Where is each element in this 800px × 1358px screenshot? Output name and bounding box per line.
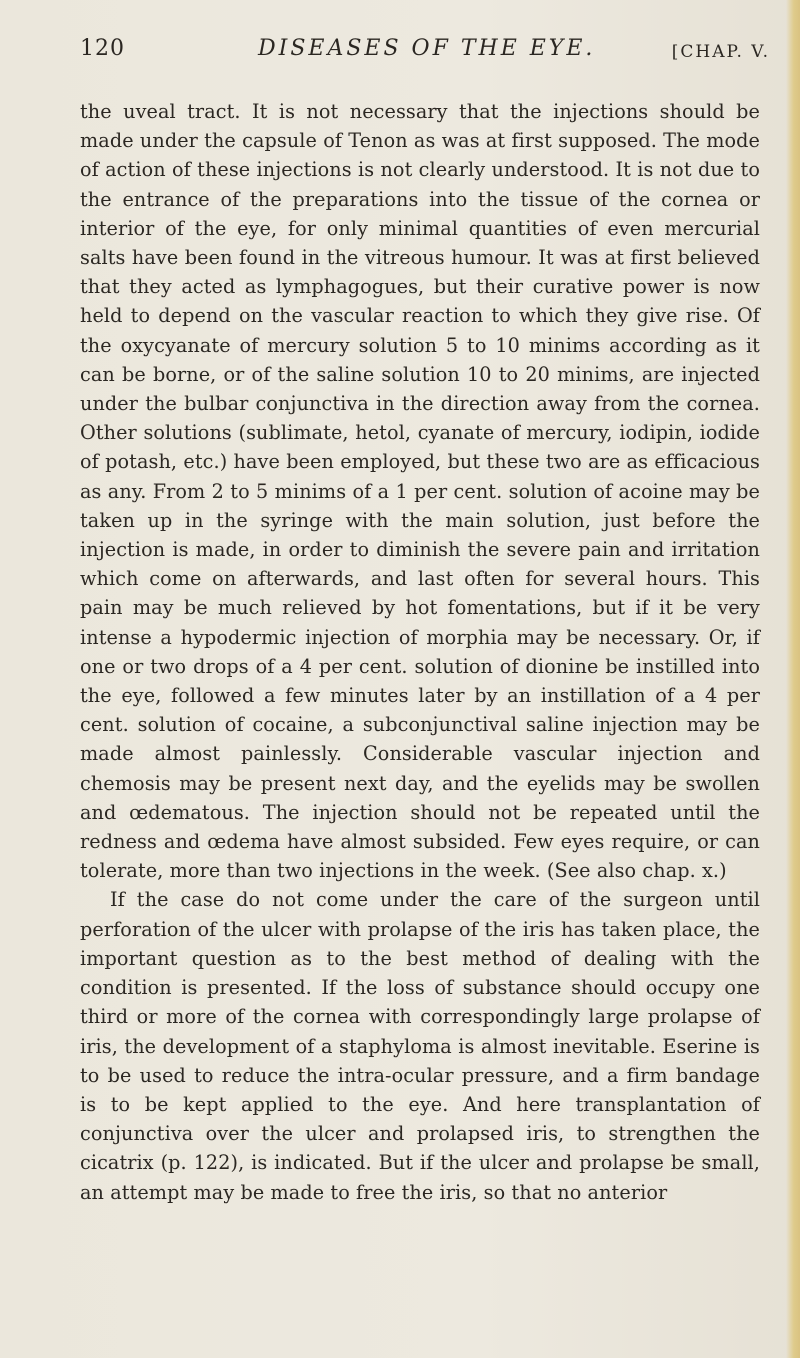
page-number: 120 bbox=[80, 36, 125, 61]
page-edge-shading bbox=[786, 0, 800, 1358]
chapter-mark: [CHAP. V. bbox=[671, 42, 770, 62]
running-title: DISEASES OF THE EYE. bbox=[258, 36, 596, 61]
paragraph-1: the uveal tract. It is not necessary that the injections should be made under the capsule of Tenon as was at first supposed. The mode of action of these injections is not clearly understood. It is not due to the entrance of the preparations into the tissue of the cornea or interior of the eye, for only minimal quantities of even mercurial salts have been found in the vitreous humour. It was at first believed that they acted as lymphagogues, but their curative power is now held to depend on the vascular reaction to which they give rise. Of the oxycyanate of mercury solution 5 to 10 minims according as it can be borne, or of the saline solution 10 to 20 minims, are injected under the bulbar conjunctiva in the direction away from the cornea. Other solutions (sublimate, hetol, cyanate of mercury, iodipin, iodide of potash, etc.) have been employed, but these two are as efficacious as any. From 2 to 5 minims of a 1 per cent. solution of acoine may be taken up in the syringe with the main solution, just before the injection is made, in order to diminish the severe pain and irritation which come on afterwards, and last often for several hours. This pain may be much relieved by hot fomentations, but if it be very intense a hypodermic injection of morphia may be necessary. Or, if one or two drops of a 4 per cent. solution of dionine be instilled into the eye, followed a few minutes later by an instillation of a 4 per cent. solution of cocaine, a subconjunctival saline injection may be made almost painlessly. Considerable vascular injection and chemosis may be present next day, and the eyelids may be swollen and œdematous. The injection should not be repeated until the redness and œdema have almost subsided. Few eyes require, or can tolerate, more than two injections in the week. (See also chap. x.) bbox=[80, 100, 760, 883]
body-text bbox=[80, 97, 760, 1207]
running-head bbox=[80, 36, 770, 70]
paragraph-2: If the case do not come under the care of the surgeon until perforation of the ulcer with prolapse of the iris has taken place, the important question as to the best method of dealing with the condition is presented. If the loss of substance should occupy one third or more of the cornea with correspondingly large prolapse of iris, the development of a staphyloma is almost inevitable. Eserine is to be used to reduce the intra-ocular pressure, and a firm bandage is to be kept applied to the eye. And here transplantation of conjunctiva over the ulcer and prolapsed iris, to strengthen the cicatrix (p. 122), is indicated. But if the ulcer and prolapse be small, an attempt may be made to free the iris, so that no anterior bbox=[80, 888, 760, 1204]
